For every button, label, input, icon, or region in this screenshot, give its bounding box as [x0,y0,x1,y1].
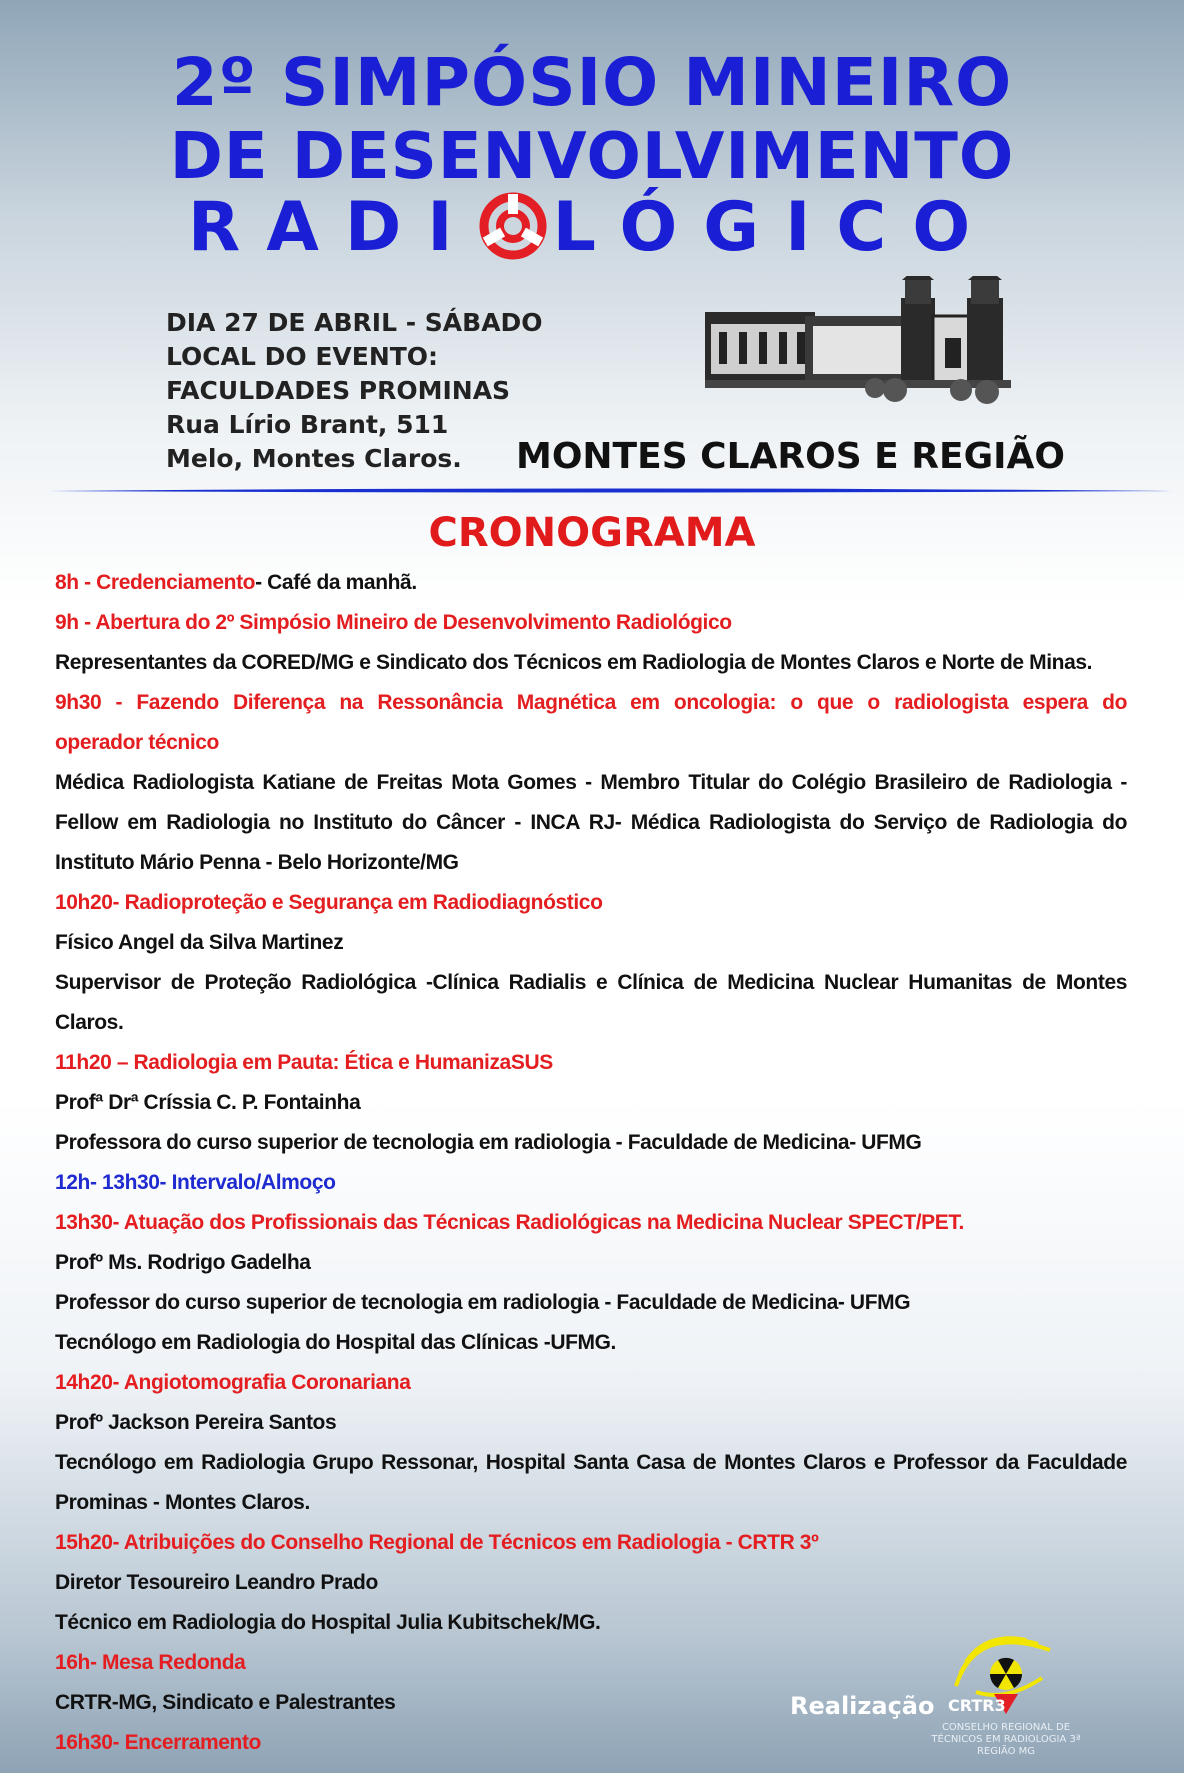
schedule-item [55,563,1127,603]
location-label: LOCAL DO EVENTO: [166,342,439,371]
radiation-target-icon [479,192,547,260]
schedule-item: 16h30- Encerramento [55,1731,261,1754]
title-line-3 [0,188,1184,270]
schedule-title: CRONOGRAMA [428,510,756,556]
event-date: DIA 27 DE ABRIL - SÁBADO [166,308,543,337]
schedule-item: 16h- Mesa Redonda [55,1651,246,1674]
schedule-line: Professora do curso superior de tecnologia em radiologia - Faculdade de Medicina- UFMG [55,1131,922,1154]
schedule-line: Fellow em Radiologia no Instituto do Câncer - INCA RJ- Médica Radiologista do Serviço de Radiologia do [55,811,1127,834]
schedule-line: Professor do curso superior de tecnologia em radiologia - Faculdade de Medicina- UFMG [55,1291,911,1314]
schedule-item: 9h - Abertura do 2º Simpósio Mineiro de Desenvolvimento Radiológico [55,611,732,634]
realizacao-label: Realização [790,1692,935,1720]
schedule-line: Técnico em Radiologia do Hospital Julia Kubitschek/MG. [55,1611,601,1634]
schedule-line: Instituto Mário Penna - Belo Horizonte/MG [55,851,459,874]
schedule-line: Supervisor de Proteção Radiológica -Clínica Radialis e Clínica de Medicina Nuclear Humanitas de Montes [55,971,1127,994]
schedule-item: 11h20 – Radiologia em Pauta: Ética e HumanizaSUS [55,1051,553,1074]
schedule-detail-cafe: - Café da manhã. [255,571,417,594]
org-short-name: CRTR3 [948,1696,1006,1715]
district: Melo, Montes Claros. [166,444,462,473]
event-info [166,306,543,476]
schedule-line: Representantes da CORED/MG e Sindicato dos Técnicos em Radiologia de Montes Claros e Norte de Minas. [55,651,1093,674]
schedule-item: operador técnico [55,731,219,754]
schedule-line: Médica Radiologista Katiane de Freitas Mota Gomes - Membro Titular do Colégio Brasileiro de Radiologia - [55,771,1127,794]
org-full-name: CONSELHO REGIONAL DE TÉCNICOS EM RADIOLOGIA 3ª REGIÃO MG [931,1722,1081,1757]
schedule-line: Profª Drª Críssia C. P. Fontainha [55,1091,361,1114]
title-line-3-start: RADI [187,188,479,267]
schedule-item: 10h20- Radioproteção e Segurança em Radiodiagnóstico [55,891,603,914]
schedule-item: 12h- 13h30- Intervalo/Almoço [55,1171,336,1194]
schedule-line: Tecnólogo em Radiologia Grupo Ressonar, Hospital Santa Casa de Montes Claros e Professor da Faculdade [55,1451,1127,1474]
schedule-line: Claros. [55,1011,124,1034]
schedule-line: Diretor Tesoureiro Leandro Prado [55,1571,378,1594]
schedule-time-credenciamento: 8h - Credenciamento [55,571,256,594]
schedule-list [55,563,1127,1763]
schedule-line: Tecnólogo em Radiologia do Hospital das Clínicas -UFMG. [55,1331,616,1354]
region-label: MONTES CLAROS E REGIÃO [516,436,1066,477]
schedule-line: Profº Jackson Pereira Santos [55,1411,337,1434]
title-line-1: 2º SIMPÓSIO MINEIRO [171,44,1013,121]
venue-name: FACULDADES PROMINAS [166,376,511,405]
street-address: Rua Lírio Brant, 511 [166,410,449,439]
schedule-line: CRTR-MG, Sindicato e Palestrantes [55,1691,396,1714]
church-illustration [705,276,1011,411]
schedule-item: 13h30- Atuação dos Profissionais das Técnicas Radiológicas na Medicina Nuclear SPECT/PET. [55,1211,964,1234]
schedule-item: 9h30 - Fazendo Diferença na Ressonância Magnética em oncologia: o que o radiologista espera do [55,691,1127,714]
divider-line [48,488,1172,494]
title-line-2: DE DESENVOLVIMENTO [169,120,1015,194]
title-line-3-end: LÓGICO [552,188,997,267]
schedule-line: Prominas - Montes Claros. [55,1491,310,1514]
schedule-line: Profº Ms. Rodrigo Gadelha [55,1251,311,1274]
schedule-item: 15h20- Atribuições do Conselho Regional de Técnicos em Radiologia - CRTR 3º [55,1531,819,1554]
schedule-line: Físico Angel da Silva Martinez [55,931,344,954]
schedule-item: 14h20- Angiotomografia Coronariana [55,1371,411,1394]
